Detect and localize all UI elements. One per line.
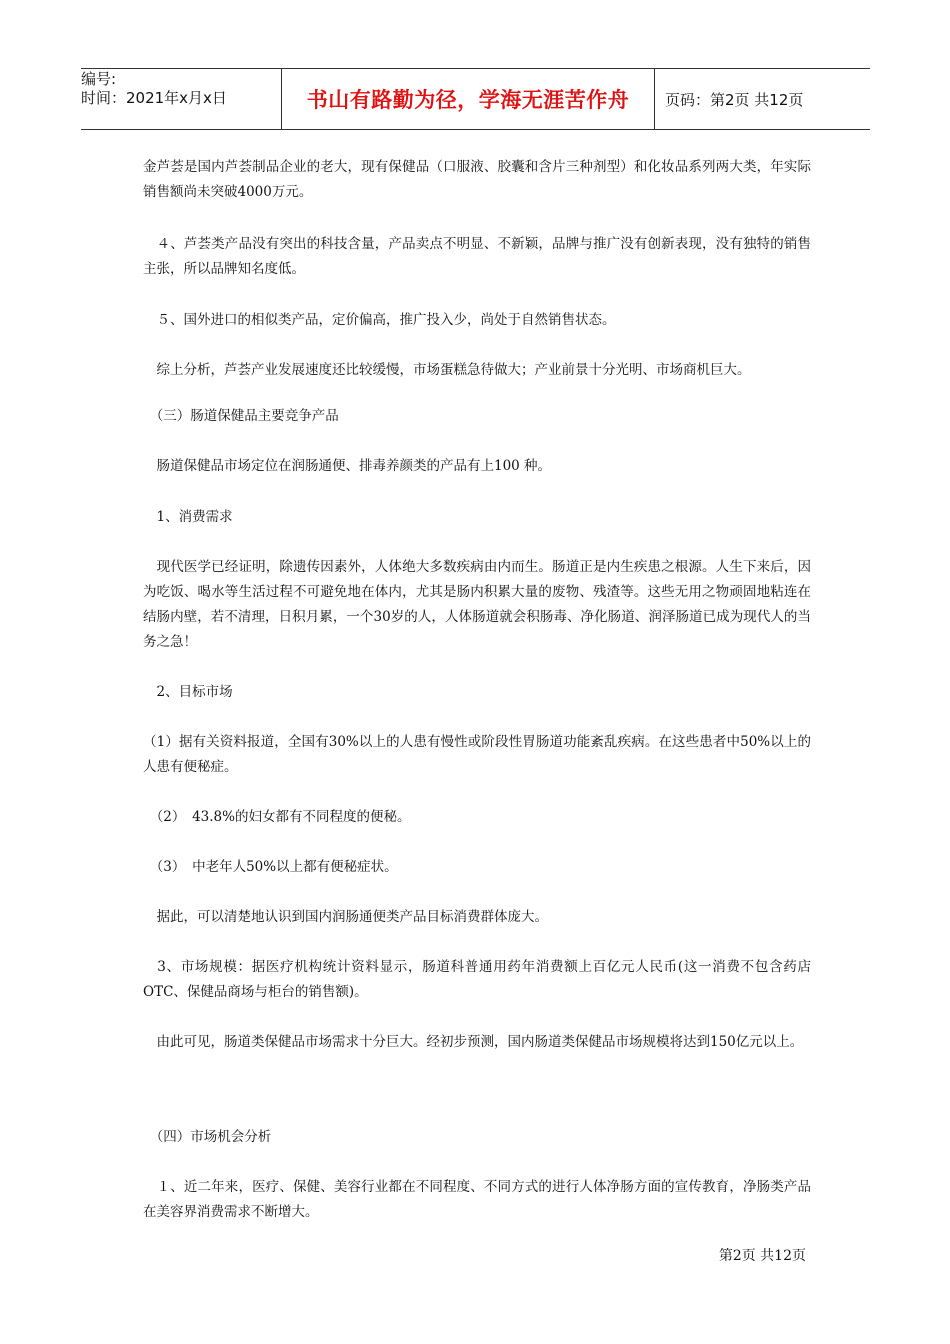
paragraph: １、近二年来，医疗、保健、美容行业都在不同程度、不同方式的进行人体净肠方面的宣传教育，净肠类产品在美容界消费需求不断增大。 xyxy=(143,1179,811,1220)
header-motto: 书山有路勤为径，学海无涯苦作舟 xyxy=(281,69,655,129)
section-heading: （四）市场机会分析 xyxy=(143,1129,272,1145)
paragraph: 据此，可以清楚地认识到国内润肠通便类产品目标消费群体庞大。 xyxy=(143,909,548,925)
header-meta xyxy=(81,69,281,129)
subsection-heading: 2、目标市场 xyxy=(143,684,233,700)
paragraph: 综上分析，芦荟产业发展速度还比较缓慢，市场蛋糕急待做大；产业前景十分光明、市场商机巨大。 xyxy=(143,362,751,378)
subsection-heading: 1、消费需求 xyxy=(143,509,233,525)
paragraph: （1）据有关资料报道，全国有30%以上的人患有慢性或阶段性胃肠道功能紊乱疾病。在这些患者中50%以上的人患有便秘症。 xyxy=(143,734,811,775)
paragraph: （2） 43.8%的妇女都有不同程度的便秘。 xyxy=(143,809,411,825)
paragraph: ５、国外进口的相似类产品，定价偏高，推广投入少，尚处于自然销售状态。 xyxy=(143,312,616,328)
paragraph: 现代医学已经证明，除遗传因素外，人体绝大多数疾病由内而生。肠道正是内生疾患之根源。人生下来后，因为吃饭、喝水等生活过程不可避免地在体内，尤其是肠内积累大量的废物、残渣等。这些无用之物顽固地粘连在结肠内壁，若不清理，日积月累，一个30岁的人，人体肠道就会积肠毒、净化肠道、润泽肠道已成为现代人的当务之急！ xyxy=(143,559,811,650)
section-heading: （三）肠道保健品主要竞争产品 xyxy=(143,408,339,424)
paragraph: 肠道保健品市场定位在润肠通便、排毒养颜类的产品有上100 种。 xyxy=(143,458,552,474)
header-page-label: 页码：第2页 共12页 xyxy=(665,90,804,109)
paragraph: 金芦荟是国内芦荟制品企业的老大，现有保健品（口服液、胶囊和含片三种剂型）和化妆品系列两大类，年实际销售额尚未突破4000万元。 xyxy=(143,159,811,200)
paragraph: 由此可见，肠道类保健品市场需求十分巨大。经初步预测，国内肠道类保健品市场规模将达到150亿元以上。 xyxy=(143,1034,804,1050)
paragraph: ４、芦荟类产品没有突出的科技含量，产品卖点不明显、不新颖，品牌与推广没有创新表现，没有独特的销售主张，所以品牌知名度低。 xyxy=(143,236,811,277)
page-header xyxy=(81,68,870,130)
page-footer: 第2页 共12页 xyxy=(718,1248,806,1264)
document-number-label: 编号: xyxy=(81,70,117,88)
document-time-label: 时间：2021年x月x日 xyxy=(81,89,227,107)
paragraph: （3） 中老年人50%以上都有便秘症状。 xyxy=(143,859,398,875)
paragraph: 3、市场规模：据医疗机构统计资料显示，肠道科普通用药年消费额上百亿元人民币(这一消费不包含药店OTC、保健品商场与柜台的销售额)。 xyxy=(143,959,811,1000)
